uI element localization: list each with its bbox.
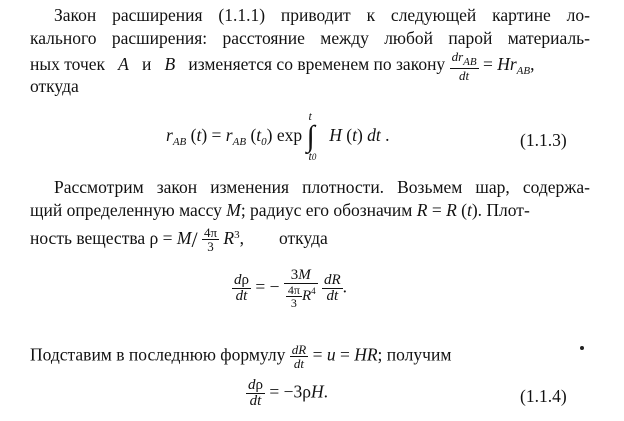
point-a: A <box>118 54 129 75</box>
text: щий определенную массу <box>30 200 222 220</box>
text: ность вещества <box>30 228 146 248</box>
ink-dot <box>580 346 584 350</box>
equation-1-1-3: $r_{AB}$ $(t) = r_{AB}$ $(t_0)$ exp ∫ t t0 H (t) dt . <box>166 109 390 163</box>
inline-formula-4pi-3: $\frac{4\pi}{3}$ <box>203 225 218 255</box>
text: Подставим в последнюю формулу <box>30 344 286 365</box>
paragraph-1-line-2: кального расширения: расстояние между любой парой материаль- <box>30 28 590 48</box>
fraction-drho-dt: $\frac{d\rho}{dt}$ <box>234 272 249 304</box>
text: ; радиус его обозначим <box>240 200 413 220</box>
paragraph-1-line-1: Закон расширения (1.1.1) приводит к следующей картине ло- <box>54 5 590 25</box>
point-b: B <box>164 54 176 75</box>
paragraph-2-line-2: щий определенную массу M; радиус его обозначим R = R (t). Плот- <box>30 200 530 220</box>
paragraph-1-line-3 <box>30 50 590 82</box>
paragraph-1-line-4: откуда <box>30 76 79 96</box>
paragraph-2-line-1: Рассмотрим закон изменения плотности. Возьмем шар, содержа- <box>54 177 590 197</box>
text: и <box>142 54 152 75</box>
integral-sign: ∫ t t0 <box>306 109 317 163</box>
formula-rhs: = $Hr_{AB}$, <box>482 54 535 78</box>
text: изменяется со временем по закону <box>188 54 446 75</box>
equation-number-1-1-3: (1.1.3) <box>520 130 567 150</box>
text: ; получим <box>377 344 452 365</box>
inline-formula-dr-dt: $\frac{dR}{dt}$ <box>291 342 307 371</box>
equation-1-1-4: $\frac{d\rho}{dt}$ = −3ρH. <box>248 377 328 409</box>
fraction-dr-dt: $\frac{dR}{dt}$ <box>323 272 341 304</box>
equation-number-1-1-4: (1.1.4) <box>520 386 567 406</box>
inline-formula-drab-dt: $\frac{dr_{AB}}{dt}$ <box>451 49 477 83</box>
mass-symbol: M <box>226 200 241 220</box>
text: откуда <box>279 228 328 248</box>
fraction-3m: 3M $\frac{4\pi}{3}$ $R^4$ <box>284 268 318 309</box>
equation-drho-dt: $\frac{d\rho}{dt}$ = − 3M $\frac{4\pi}{3}$ $R^4$ $\frac{dR}{dt}$ . <box>234 267 348 310</box>
text: ных точек <box>30 54 106 75</box>
paragraph-2-line-3: ность вещества ρ = M/ $\frac{4\pi}{3}$ $R^3$, откуда <box>30 225 328 255</box>
fraction-drho-dt-2: $\frac{d\rho}{dt}$ <box>248 377 263 409</box>
paragraph-3-line-1: Подставим в последнюю формулу $\frac{dR}{dt}$ = u = HR; получим <box>30 342 452 371</box>
